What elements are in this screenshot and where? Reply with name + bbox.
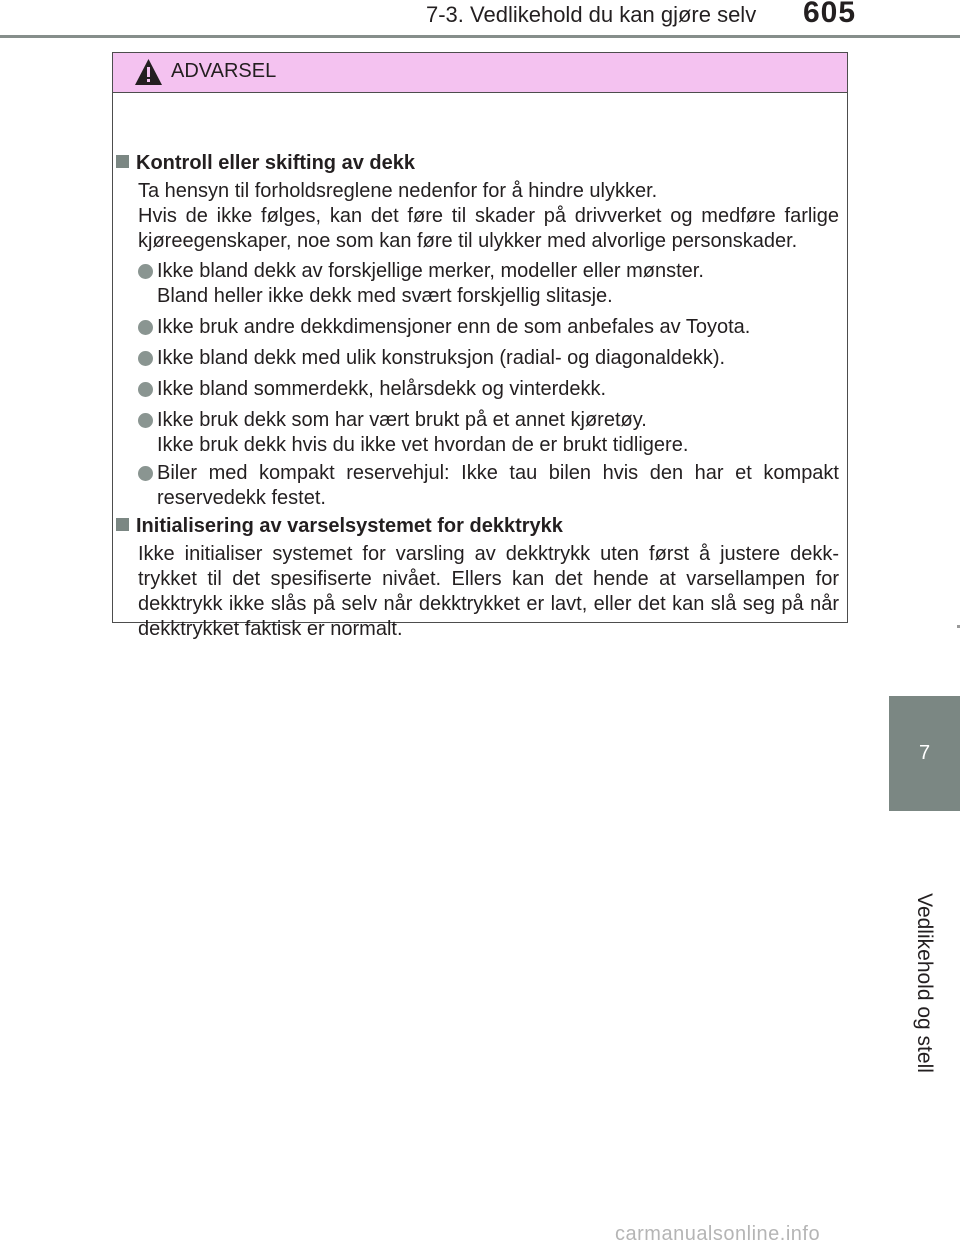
bullet-text — [157, 461, 839, 511]
warning-header — [113, 53, 847, 93]
header-rule — [0, 35, 960, 38]
round-bullet-icon — [138, 351, 153, 366]
section-heading — [116, 515, 563, 538]
bullet-text — [157, 346, 839, 371]
bullet-line: Ikke bruk andre dekkdimensjoner enn de som anbefales av Toyota. — [157, 316, 751, 338]
bullet-line: Ikke bland dekk med ulik konstruksjon (radial- og diagonaldekk). — [157, 347, 726, 369]
warning-title: ADVARSEL — [171, 60, 277, 82]
section-heading-text: Initialisering av varselsystemet for dekktrykk — [136, 515, 563, 537]
page-number: 605 — [803, 0, 857, 29]
bullet-item — [138, 346, 839, 371]
bullet-text — [157, 377, 839, 402]
round-bullet-icon — [138, 382, 153, 397]
paragraph-line: Ikke initialiser systemet for varsling av dekktrykk uten først å justere dekk-trykket til det spesifiserte nivået. Ellers kan det hende at varsellampen for dekktrykk ikke slås på selv når dekktrykket er lavt, eller det kan slå seg på når dekktrykket faktisk er normalt. — [138, 543, 839, 640]
bullet-item — [138, 461, 839, 511]
warning-triangle-icon — [133, 57, 164, 88]
bullet-item — [138, 408, 839, 458]
bullet-item — [138, 377, 839, 402]
round-bullet-icon — [138, 466, 153, 481]
bullet-line: Ikke bruk dekk som har vært brukt på et annet kjøretøy. — [157, 409, 647, 431]
bullet-line: Ikke bland dekk av forskjellige merker, modeller eller mønster. — [157, 260, 704, 282]
watermark: carmanualsonline.info — [615, 1223, 821, 1245]
bullet-item — [138, 315, 839, 340]
square-bullet-icon — [116, 155, 129, 168]
round-bullet-icon — [138, 264, 153, 279]
bullet-line: Biler med kompakt reservehjul: Ikke tau bilen hvis den har et kompakt reservedekk festet. — [157, 462, 839, 509]
bullet-line: Ikke bruk dekk hvis du ikke vet hvordan de er brukt tidligere. — [157, 434, 689, 456]
header-title: 7-3. Vedlikehold du kan gjøre selv — [426, 2, 757, 27]
bullet-line: Bland heller ikke dekk med svært forskjellig slitasje. — [157, 285, 613, 307]
round-bullet-icon — [138, 413, 153, 428]
bullet-text — [157, 259, 839, 309]
bullet-item — [138, 259, 839, 309]
paragraph — [138, 179, 839, 254]
paragraph — [138, 542, 839, 642]
paragraph-line: Ta hensyn til forholdsreglene nedenfor for å hindre ulykker. — [138, 180, 658, 202]
paragraph-line: Hvis de ikke følges, kan det føre til skader på drivverket og medføre farlige kjøreegenskaper, noe som kan føre til ulykker med alvorlige personskader. — [138, 205, 839, 252]
chapter-tab — [889, 696, 960, 811]
bullet-line: Ikke bland sommerdekk, helårsdekk og vinterdekk. — [157, 378, 607, 400]
section-heading — [116, 152, 415, 175]
bullet-text — [157, 315, 839, 340]
section-heading-text: Kontroll eller skifting av dekk — [136, 152, 415, 174]
chapter-label: Vedlikehold og stell — [913, 893, 936, 1073]
square-bullet-icon — [116, 518, 129, 531]
chapter-number: 7 — [918, 742, 931, 764]
round-bullet-icon — [138, 320, 153, 335]
warning-box — [112, 52, 848, 640]
bullet-text — [157, 408, 839, 458]
